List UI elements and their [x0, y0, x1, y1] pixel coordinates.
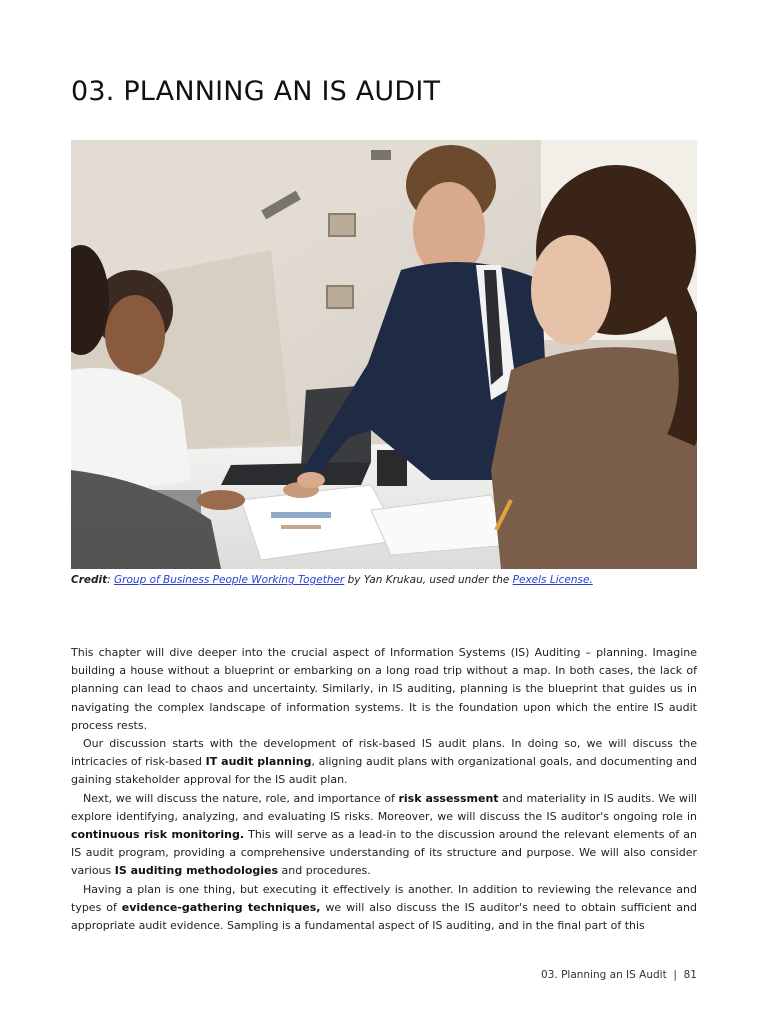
footer-separator: |	[673, 969, 677, 981]
p3-bold-is-auditing-methodologies: IS auditing methodologies	[114, 864, 279, 878]
photo-title-link[interactable]: Group of Business People Working Together	[114, 574, 345, 586]
body-text	[71, 644, 697, 935]
p3-bold-risk-assessment: risk assessment	[398, 791, 499, 805]
p4-bold-evidence-gathering: evidence-gathering techniques,	[121, 900, 321, 914]
credit-label: Credit	[71, 574, 108, 586]
p4-text-a: Having a plan is one thing, but executing it effectively is another. In addition to reviewing the relevance and types of	[71, 882, 697, 914]
p3-text-a: Next, we will discuss the nature, role, and importance of	[83, 791, 399, 805]
p2-text-c: , aligning audit plans with organizational goals, and documenting and gaining stakeholder approval for the IS audit plan.	[71, 755, 697, 787]
license-link[interactable]: Pexels License.	[512, 574, 593, 586]
p3-text-c: and materiality in IS audits. We will explore identifying, analyzing, and evaluating IS risks. Moreover, we will discuss the IS auditor's ongoing role in	[71, 791, 697, 823]
p2-text-a: Our discussion starts with the development of risk-based IS audit plans. In doing so, we will discuss the intricacies of risk-based	[71, 737, 697, 769]
p3-bold-continuous-risk-monitoring: continuous risk monitoring.	[71, 828, 244, 842]
p4-text-c: we will also discuss the IS auditor's need to obtain sufficient and appropriate audit evidence. Sampling is a fundamental aspect of IS auditing, and in the final part of this	[71, 900, 697, 933]
page-title: 03. PLANNING AN IS AUDIT	[71, 76, 441, 107]
footer-chapter: 03. Planning an IS Audit	[541, 969, 667, 981]
p2-bold-it-audit-planning: IT audit planning	[205, 755, 312, 769]
caption-attribution: by Yan Krukau, used under the	[347, 574, 510, 586]
caption-separator: :	[107, 574, 111, 586]
photo-caption	[71, 573, 697, 587]
paragraph-2	[71, 735, 697, 790]
p3-text-e: This will serve as a lead-in to the discussion around the relevant elements of an IS audit program, providing a comprehensive understanding of its structure and purpose. We will also consider various	[71, 828, 697, 878]
p3-text-g: and procedures.	[278, 864, 371, 878]
paragraph-1: This chapter will dive deeper into the crucial aspect of Information Systems (IS) Auditing – planning. Imagine building a house without a blueprint or embarking on a long road trip without a map. In both cases, the lack of planning can lead to chaos and uncertainty. Similarly, in IS auditing, planning is the blueprint that guides us in navigating the complex landscape of information systems. It is the foundation upon which the entire IS audit process rests.	[71, 646, 697, 732]
photo-business-meeting	[71, 140, 697, 569]
page-number: 81	[683, 969, 697, 981]
paragraph-4	[71, 881, 697, 936]
page-footer	[541, 969, 697, 981]
paragraph-3	[71, 790, 697, 881]
